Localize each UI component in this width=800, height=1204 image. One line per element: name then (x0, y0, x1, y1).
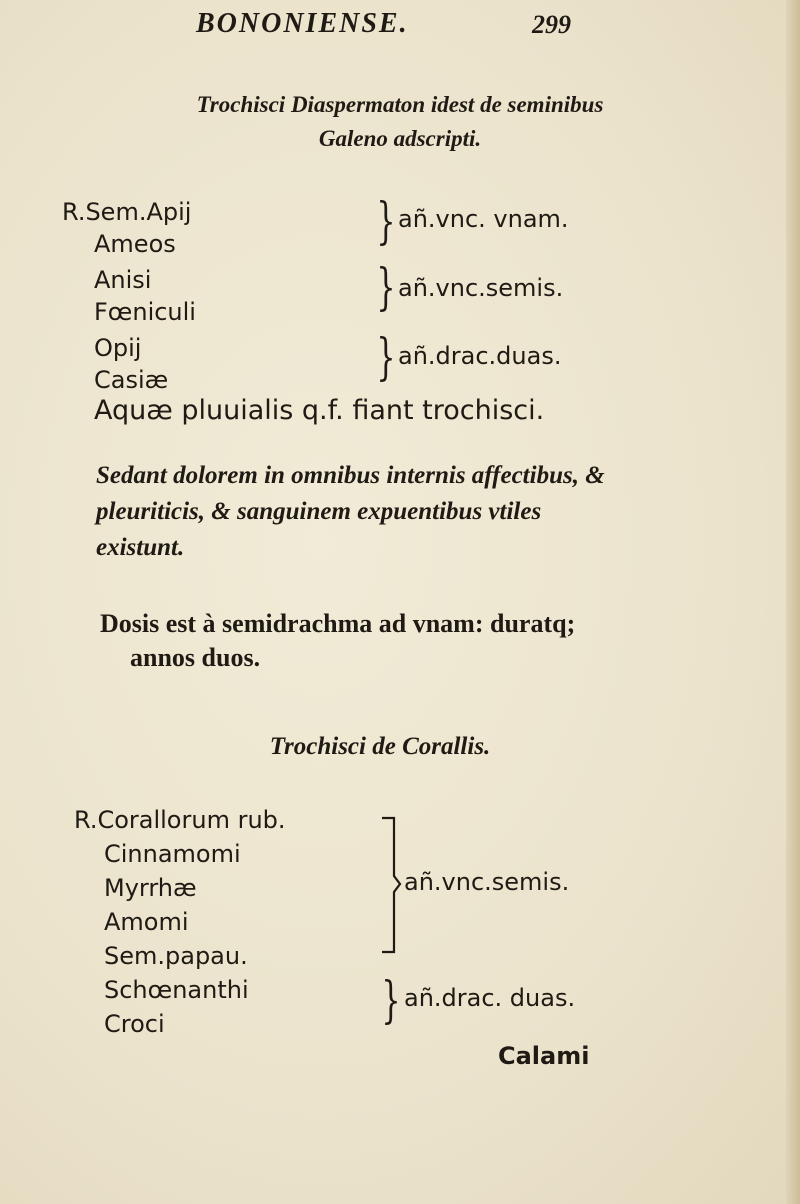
coral-dose-2: añ.drac. duas. (404, 984, 576, 1012)
running-head: BONONIENSE. (196, 8, 409, 39)
coral-ingredient-3: Myrrhæ (104, 874, 197, 902)
virtues-line2: pleuriticis, & sanguinem expuentibus vtiles (96, 498, 542, 525)
brace-2: } (376, 258, 396, 316)
ingredient-5: Opij (94, 334, 142, 362)
coral-dose-1: añ.vnc.semis. (404, 868, 570, 896)
brace-4: } (381, 971, 401, 1029)
catchword: Calami (498, 1042, 590, 1070)
dose-2: añ.vnc.semis. (398, 274, 564, 302)
coral-ingredient-5: Sem.papau. (104, 942, 248, 970)
ingredient-1: R.Sem.Apij (62, 198, 192, 226)
brace-1: } (376, 192, 396, 250)
page-number: 299 (532, 10, 571, 39)
virtues-line1: Sedant dolorem in omnibus internis affectibus, & (96, 462, 605, 489)
coral-ingredient-7: Croci (104, 1010, 165, 1038)
section1-title-line2: Galeno adscripti. (318, 126, 482, 151)
brace-3: } (376, 328, 396, 386)
dosage-line2: annos duos. (130, 643, 261, 672)
coral-ingredient-1: R.Corallorum rub. (74, 806, 286, 834)
closing-line: Aquæ pluuialis q.f. fiant trochisci. (94, 395, 545, 426)
ingredient-2: Ameos (94, 230, 176, 258)
coral-ingredient-2: Cinnamomi (104, 840, 241, 868)
section2-title: Trochisci de Corallis. (269, 733, 491, 760)
page-edge (786, 0, 800, 1204)
ingredient-4: Fœniculi (94, 298, 196, 326)
coral-ingredient-4: Amomi (104, 908, 189, 936)
coral-ingredient-6: Schœnanthi (104, 976, 249, 1004)
dose-1: añ.vnc. vnam. (398, 205, 569, 233)
ingredient-3: Anisi (94, 266, 152, 294)
section1-title-line1: Trochisci Diaspermaton idest de seminibus (196, 92, 604, 117)
virtues-line3: existunt. (96, 534, 185, 561)
dose-3: añ.drac.duas. (398, 342, 562, 370)
ingredient-6: Casiæ (94, 366, 169, 394)
dosage-line1: Dosis est à semidrachma ad vnam: duratq; (100, 609, 576, 638)
